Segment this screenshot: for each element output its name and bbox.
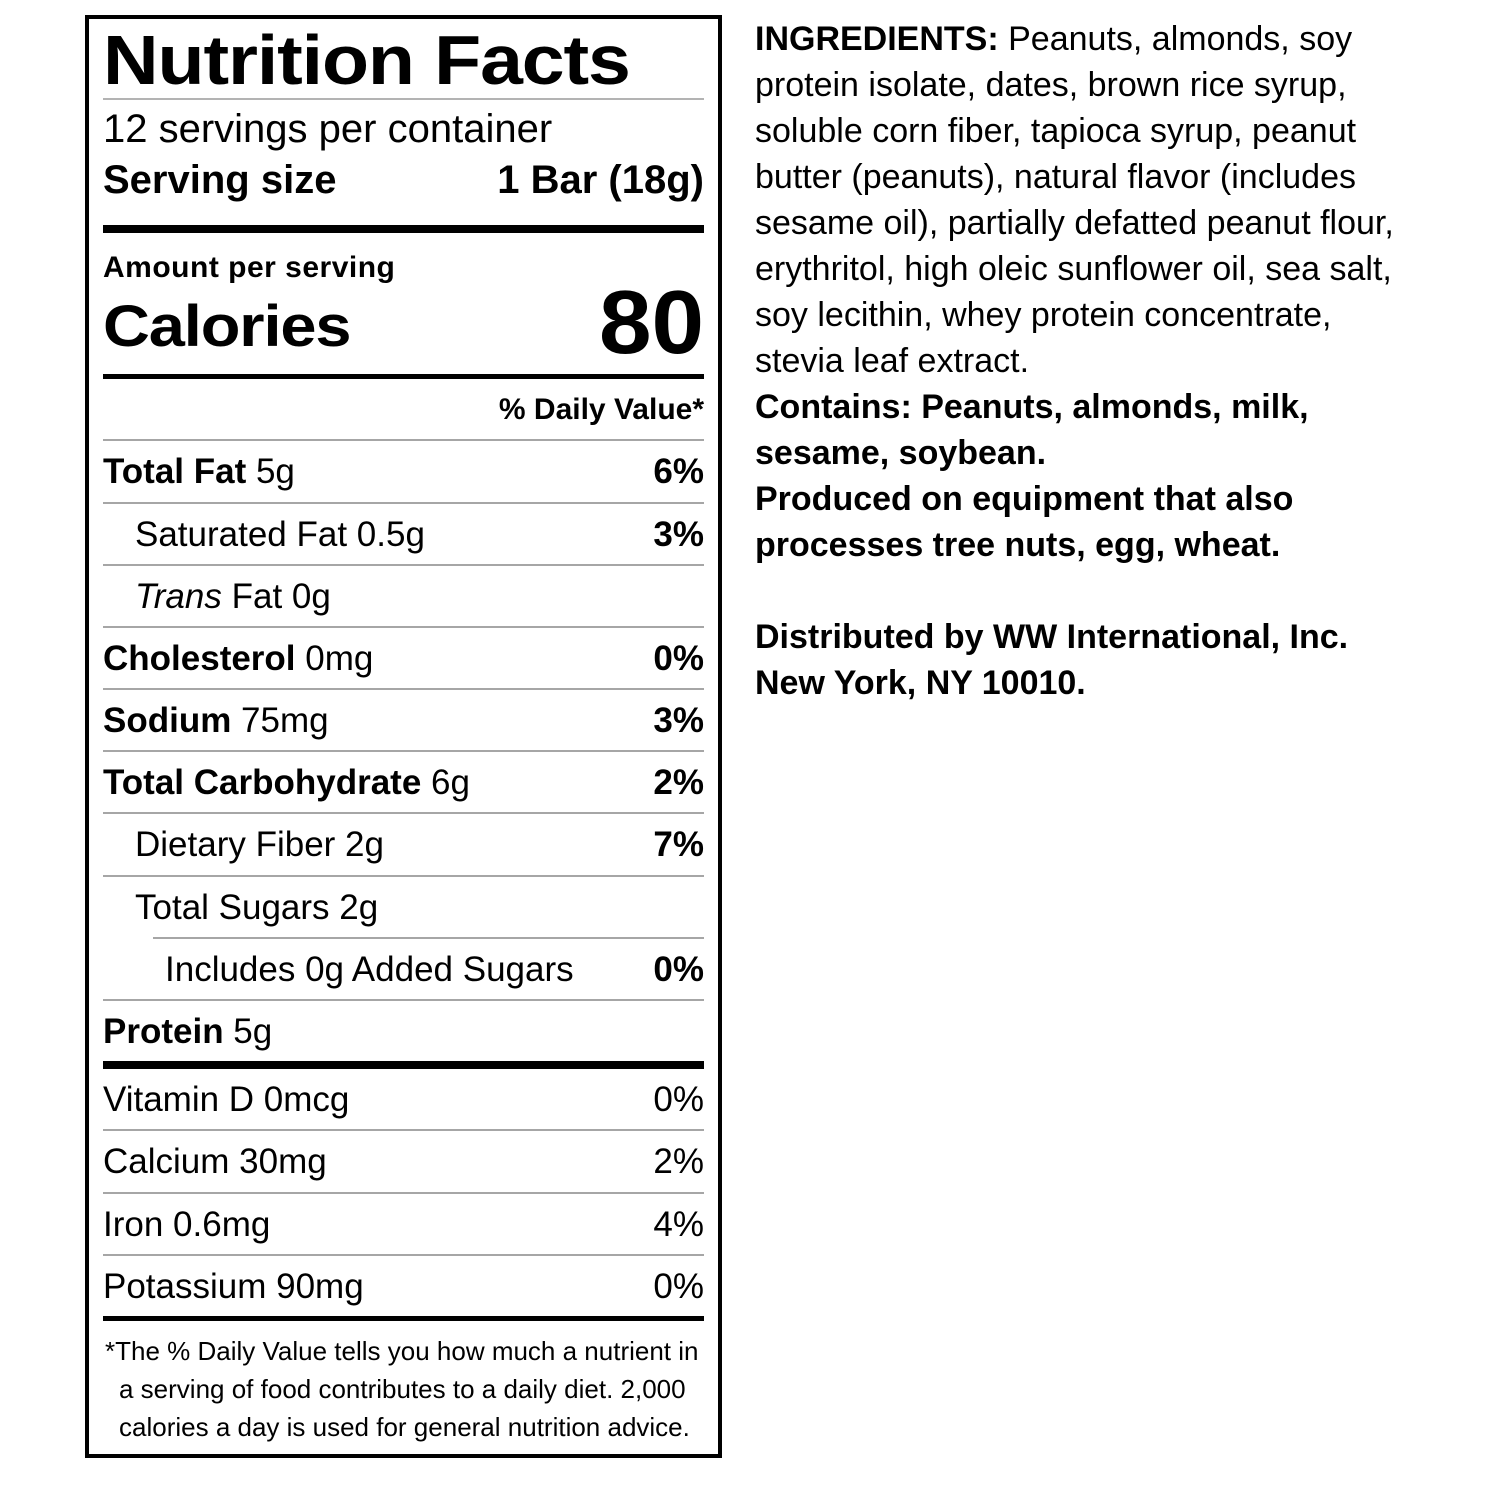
distributor-line-1: Distributed by WW International, Inc. bbox=[755, 618, 1349, 656]
nutrient-amount: 5g bbox=[246, 452, 295, 492]
vitamin-amount: 0mcg bbox=[254, 1080, 350, 1120]
vitamin-amount: 90mg bbox=[266, 1266, 364, 1306]
nutrient-name: Dietary Fiber bbox=[135, 825, 336, 865]
vitamin-row-calcium bbox=[103, 1129, 704, 1191]
nutrient-row-protein bbox=[103, 999, 704, 1061]
nutrient-row-cholesterol bbox=[103, 626, 704, 688]
nutrient-name: Total Fat bbox=[103, 452, 247, 492]
nutrient-name: Fat bbox=[221, 576, 283, 616]
nutrient-name: Total Carbohydrate bbox=[103, 763, 422, 803]
vitamin-name: Vitamin D bbox=[103, 1080, 255, 1120]
nutrient-daily-value: 7% bbox=[653, 825, 704, 865]
vitamin-name: Iron bbox=[103, 1204, 164, 1244]
nutrient-amount: 2g bbox=[335, 825, 384, 865]
nutrition-facts-title: Nutrition Facts bbox=[103, 21, 630, 99]
nutrient-name-italic: Trans bbox=[135, 576, 222, 616]
nutrient-amount: 0mg bbox=[295, 638, 374, 678]
nutrient-amount: 0.5g bbox=[347, 514, 425, 554]
nutrient-name: Protein bbox=[103, 1012, 224, 1052]
nutrient-daily-value: 3% bbox=[653, 701, 704, 741]
nutrient-amount: 75mg bbox=[231, 701, 329, 741]
nutrient-row-dietary-fiber bbox=[103, 812, 704, 874]
nutrient-name: Saturated Fat bbox=[135, 514, 348, 554]
nutrient-amount: 5g bbox=[223, 1012, 273, 1052]
nutrient-row-total-fat bbox=[103, 439, 704, 501]
serving-size-row bbox=[103, 157, 704, 204]
nutrient-row-saturated-fat bbox=[103, 502, 704, 564]
ingredients-heading: INGREDIENTS: bbox=[755, 20, 999, 58]
thick-divider-bar bbox=[103, 225, 704, 233]
daily-value-header: % Daily Value* bbox=[498, 393, 704, 427]
ingredients-list: Peanuts, almonds, soy protein isolate, dates, brown rice syrup, soluble corn fiber, tapioca syrup, peanut butter (peanuts), natural flavor (includes sesame oil), partially defatted peanut flour, erythritol, high oleic sunflower oil, sea salt, soy lecithin, whey protein concentrate, stevia leaf extract. bbox=[755, 20, 1394, 380]
vitamin-amount: 30mg bbox=[229, 1142, 327, 1182]
nutrient-amount: 6g bbox=[421, 763, 470, 803]
nutrient-daily-value: 0% bbox=[653, 949, 704, 989]
nutrient-row-trans-fat bbox=[103, 564, 704, 626]
nutrient-name: Includes 0g Added Sugars bbox=[165, 949, 574, 989]
nutrient-row-total-sugars bbox=[103, 875, 704, 937]
nutrient-name: Cholesterol bbox=[103, 638, 296, 678]
amount-per-serving-label: Amount per serving bbox=[103, 250, 396, 284]
calories-value: 80 bbox=[598, 272, 704, 373]
contains-statement: Contains: Peanuts, almonds, milk, sesame, soybean. bbox=[755, 388, 1309, 472]
vitamin-amount: 0.6mg bbox=[163, 1204, 271, 1244]
nutrient-amount: 0g bbox=[282, 576, 331, 616]
calories-label: Calories bbox=[103, 294, 351, 360]
vitamin-name: Calcium bbox=[103, 1142, 230, 1182]
servings-per-container: 12 servings per container bbox=[103, 107, 553, 152]
vitamin-row-potassium bbox=[103, 1254, 704, 1316]
serving-size-label: Serving size bbox=[103, 158, 337, 203]
nutrition-facts-panel bbox=[85, 15, 722, 1458]
nutrient-daily-value: 3% bbox=[653, 514, 704, 554]
nutrient-row-total-carbohydrate bbox=[103, 750, 704, 812]
nutrient-name: Total Sugars bbox=[135, 887, 330, 927]
vitamin-daily-value: 0% bbox=[653, 1080, 704, 1120]
nutrient-row-sodium bbox=[103, 688, 704, 750]
nutrient-name: Sodium bbox=[103, 701, 232, 741]
calories-row bbox=[103, 272, 704, 373]
vitamin-daily-value: 4% bbox=[653, 1204, 704, 1244]
vitamin-row-iron bbox=[103, 1192, 704, 1254]
serving-size-value: 1 Bar (18g) bbox=[497, 158, 704, 203]
vitamin-daily-value: 0% bbox=[653, 1266, 704, 1306]
ingredients-paragraph bbox=[755, 16, 1427, 384]
ingredients-panel bbox=[755, 16, 1427, 706]
nutrient-row-added-sugars bbox=[153, 937, 704, 999]
nutrient-daily-value: 0% bbox=[653, 638, 704, 678]
produced-statement: Produced on equipment that also processes tree nuts, egg, wheat. bbox=[755, 480, 1294, 564]
nutrient-amount: 2g bbox=[329, 887, 379, 927]
nutrient-daily-value: 2% bbox=[653, 763, 704, 803]
distributor-statement bbox=[755, 614, 1427, 706]
distributor-line-2: New York, NY 10010. bbox=[755, 664, 1086, 702]
vitamin-daily-value: 2% bbox=[653, 1142, 704, 1182]
daily-value-footnote: *The % Daily Value tells you how much a nutrient in a serving of food contributes to a daily diet. 2,000 calories a day is used for general nutrition advice. bbox=[105, 1335, 699, 1442]
nutrient-daily-value: 6% bbox=[653, 452, 704, 492]
vitamin-name: Potassium bbox=[103, 1266, 267, 1306]
thick-divider-bar bbox=[103, 1061, 704, 1069]
vitamin-row-vitamin-d bbox=[103, 1069, 704, 1129]
